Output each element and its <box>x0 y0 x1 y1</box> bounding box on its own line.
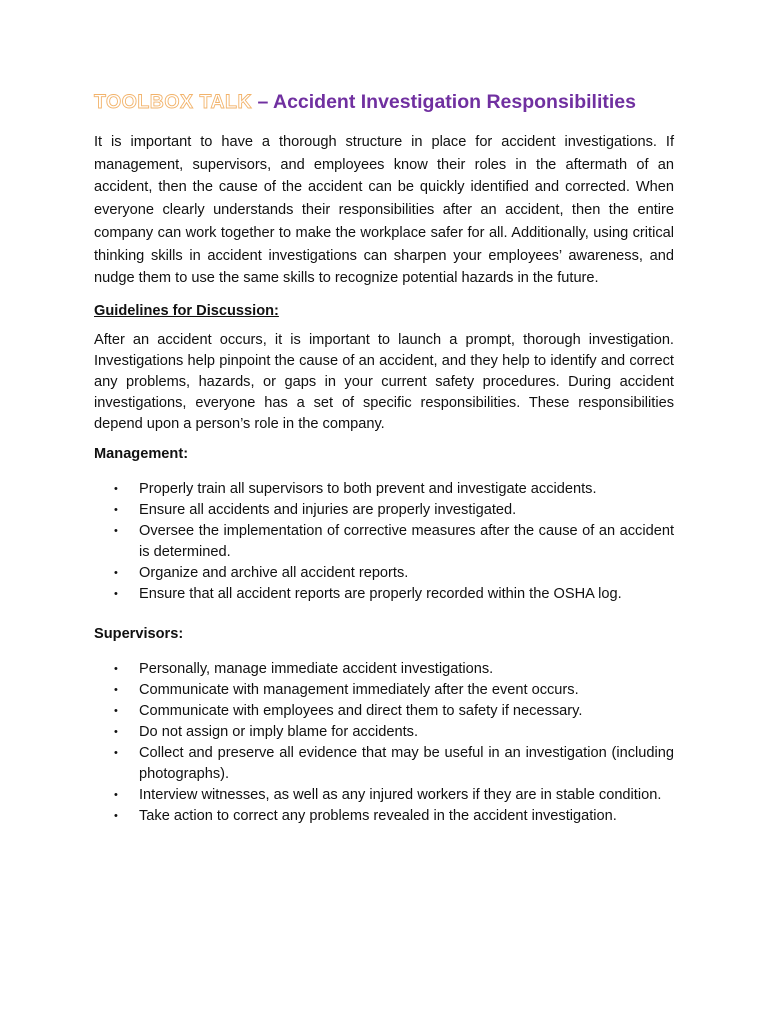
list-item-text: Interview witnesses, as well as any injured workers if they are in stable condition. <box>139 786 662 803</box>
list-item-text: Personally, manage immediate accident investigations. <box>139 660 494 677</box>
bullet-icon: • <box>114 503 118 516</box>
title-prefix: TOOLBOX TALK <box>94 91 253 113</box>
intro-paragraph: It is important to have a thorough structure in place for accident investigations. If management, supervisors, and employees know their roles in the aftermath of an accident, then the cause of the accident can be quickly identified and corrected. When everyone clearly understands their responsibilities after an accident, then the entire company can work together to make the workplace safer for all. Additionally, using critical thinking skills in accident investigations can sharpen your employees’ awareness, and nudge them to use the same skills to recognize potential hazards in the future. <box>94 134 674 287</box>
guidelines-paragraph: After an accident occurs, it is important to launch a prompt, thorough investigation. Investigations help pinpoint the cause of an accident, and they help to identify and correct any problems, hazards, or gaps in your current safety procedures. During accident investigations, everyone has a set of specific responsibilities. These responsibilities depend upon a person’s role in the company. <box>94 331 674 432</box>
spacer <box>94 645 674 659</box>
list-item <box>94 500 674 521</box>
bullet-icon: • <box>114 524 118 537</box>
list-item-text: Communicate with management immediately after the event occurs. <box>139 681 579 698</box>
bullet-icon: • <box>114 746 118 759</box>
list-item-text: Ensure that all accident reports are properly recorded within the OSHA log. <box>139 585 622 602</box>
document-page <box>94 86 674 827</box>
list-item <box>94 722 674 743</box>
spacer <box>94 605 674 623</box>
list-item-text: Organize and archive all accident reports. <box>139 564 409 581</box>
bullet-icon: • <box>114 482 118 495</box>
list-item <box>94 659 674 680</box>
bullet-icon: • <box>114 566 118 579</box>
bullet-icon: • <box>114 725 118 738</box>
list-item <box>94 479 674 500</box>
list-item <box>94 743 674 785</box>
list-item <box>94 680 674 701</box>
list-item-text: Oversee the implementation of corrective measures after the cause of an accident is determined. <box>139 522 674 560</box>
list-item-text: Ensure all accidents and injuries are properly investigated. <box>139 501 517 518</box>
list-item-text: Collect and preserve all evidence that may be useful in an investigation (including photographs). <box>139 744 674 782</box>
list-item <box>94 701 674 722</box>
list-item <box>94 521 674 563</box>
bullet-icon: • <box>114 662 118 675</box>
list-item-text: Do not assign or imply blame for accidents. <box>139 723 419 740</box>
management-heading: Management: <box>94 445 189 462</box>
list-item <box>94 584 674 605</box>
bullet-icon: • <box>114 788 118 801</box>
management-list <box>94 479 674 605</box>
list-item-text: Properly train all supervisors to both prevent and investigate accidents. <box>139 480 597 497</box>
page-title <box>94 86 674 118</box>
list-item-text: Take action to correct any problems revealed in the accident investigation. <box>139 807 617 824</box>
list-item <box>94 563 674 584</box>
title-main: – Accident Investigation Responsibilities <box>252 91 636 113</box>
guidelines-heading: Guidelines for Discussion: <box>94 302 279 319</box>
list-item-text: Communicate with employees and direct them to safety if necessary. <box>139 702 583 719</box>
list-item <box>94 806 674 827</box>
list-item <box>94 785 674 806</box>
bullet-icon: • <box>114 683 118 696</box>
supervisors-heading: Supervisors: <box>94 625 184 642</box>
bullet-icon: • <box>114 809 118 822</box>
bullet-icon: • <box>114 587 118 600</box>
supervisors-list <box>94 659 674 827</box>
bullet-icon: • <box>114 704 118 717</box>
